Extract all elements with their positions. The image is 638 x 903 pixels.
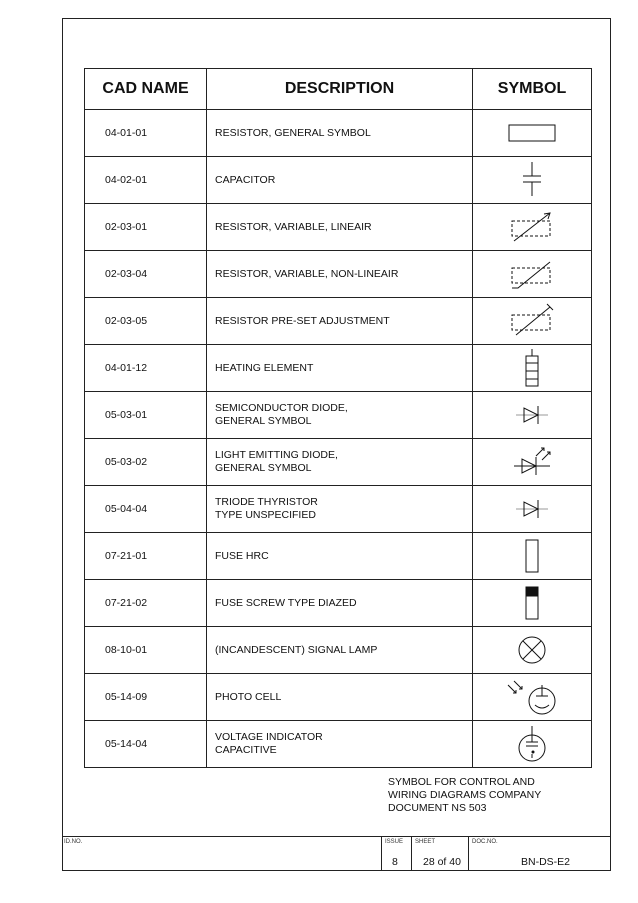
document-note — [388, 776, 541, 815]
table-row — [85, 627, 592, 674]
table-row — [85, 533, 592, 580]
voltage-indicator-symbol-icon — [502, 724, 562, 764]
cad-name-cell: 07-21-02 — [85, 580, 207, 627]
issue-label: ISSUE — [385, 839, 404, 845]
cad-name-cell: 05-03-01 — [85, 392, 207, 439]
description-line: FUSE SCREW TYPE DIAZED — [215, 596, 357, 609]
description-cell — [207, 157, 473, 204]
photo-cell-symbol-icon — [502, 677, 562, 717]
table-row — [85, 721, 592, 768]
cad-name-cell: 05-14-09 — [85, 674, 207, 721]
title-block-divider — [468, 836, 469, 871]
title-block-divider — [62, 836, 611, 837]
table-row — [85, 298, 592, 345]
cad-name-cell: 04-02-01 — [85, 157, 207, 204]
header-symbol: SYMBOL — [473, 69, 592, 110]
resistor-variable-linear-symbol-icon — [502, 207, 562, 247]
table-row — [85, 345, 592, 392]
description-line: TYPE UNSPECIFIED — [215, 509, 316, 521]
description-cell — [207, 110, 473, 157]
thyristor-symbol-icon — [502, 489, 562, 529]
symbol-cell — [473, 627, 592, 674]
symbol-cell — [473, 345, 592, 392]
doc-no-value: BN-DS-E2 — [521, 856, 571, 868]
capacitor-symbol-icon — [502, 160, 562, 200]
title-block-divider — [381, 836, 382, 871]
table-row — [85, 204, 592, 251]
table-row — [85, 392, 592, 439]
table-row — [85, 439, 592, 486]
cad-name-cell: 05-04-04 — [85, 486, 207, 533]
sheet-label: SHEET — [415, 839, 436, 845]
fuse-hrc-symbol-icon — [502, 536, 562, 576]
table-row — [85, 580, 592, 627]
symbol-cell — [473, 533, 592, 580]
resistor-variable-nonlinear-symbol-icon — [502, 254, 562, 294]
cad-name-cell: 04-01-12 — [85, 345, 207, 392]
description-line: CAPACITOR — [215, 173, 276, 186]
cad-name-cell: 08-10-01 — [85, 627, 207, 674]
table-header-row — [85, 69, 592, 110]
title-block-divider — [411, 836, 412, 871]
description-line: TRIODE THYRISTOR — [215, 496, 318, 508]
description-line: CAPACITIVE — [215, 744, 277, 756]
symbol-cell — [473, 157, 592, 204]
symbol-cell — [473, 251, 592, 298]
note-line: SYMBOL FOR CONTROL AND — [388, 776, 535, 788]
id-no-label: ID.NO. — [64, 839, 83, 845]
table-row — [85, 251, 592, 298]
fuse-diazed-symbol-icon — [502, 583, 562, 623]
symbol-cell — [473, 298, 592, 345]
description-line: PHOTO CELL — [215, 690, 282, 703]
description-cell — [207, 204, 473, 251]
resistor-general-symbol-icon — [502, 113, 562, 153]
table-row — [85, 157, 592, 204]
description-cell — [207, 251, 473, 298]
description-line: LIGHT EMITTING DIODE, — [215, 449, 338, 461]
description-cell — [207, 533, 473, 580]
description-line: SEMICONDUCTOR DIODE, — [215, 402, 348, 414]
led-symbol-icon — [502, 442, 562, 482]
symbol-cell — [473, 204, 592, 251]
note-line: DOCUMENT NS 503 — [388, 802, 487, 814]
description-cell — [207, 580, 473, 627]
doc-no-label: DOC.NO. — [472, 839, 498, 845]
diode-symbol-icon — [502, 395, 562, 435]
symbol-table — [84, 68, 592, 768]
description-cell — [207, 439, 473, 486]
header-cad-name: CAD NAME — [85, 69, 207, 110]
symbol-cell — [473, 721, 592, 768]
description-line: VOLTAGE INDICATOR — [215, 731, 323, 743]
description-cell — [207, 486, 473, 533]
symbol-cell — [473, 580, 592, 627]
header-description: DESCRIPTION — [207, 69, 473, 110]
cad-name-cell: 07-21-01 — [85, 533, 207, 580]
description-line: RESISTOR, VARIABLE, NON-LINEAIR — [215, 267, 399, 280]
sheet-value: 28 of 40 — [423, 856, 461, 868]
description-line: HEATING ELEMENT — [215, 361, 314, 374]
cad-name-cell: 05-14-04 — [85, 721, 207, 768]
description-cell — [207, 721, 473, 768]
symbol-cell — [473, 439, 592, 486]
description-line: GENERAL SYMBOL — [215, 415, 312, 427]
cad-name-cell: 02-03-04 — [85, 251, 207, 298]
cad-name-cell: 05-03-02 — [85, 439, 207, 486]
symbol-cell — [473, 392, 592, 439]
resistor-preset-symbol-icon — [502, 301, 562, 341]
note-line: WIRING DIAGRAMS COMPANY — [388, 789, 542, 801]
heating-element-symbol-icon — [502, 348, 562, 388]
description-cell — [207, 298, 473, 345]
description-cell — [207, 392, 473, 439]
symbol-cell — [473, 674, 592, 721]
description-line: GENERAL SYMBOL — [215, 462, 312, 474]
cad-name-cell: 02-03-01 — [85, 204, 207, 251]
description-line: FUSE HRC — [215, 549, 269, 562]
description-line: RESISTOR, VARIABLE, LINEAIR — [215, 220, 372, 233]
description-line: (INCANDESCENT) SIGNAL LAMP — [215, 643, 378, 656]
table-row — [85, 486, 592, 533]
cad-name-cell: 02-03-05 — [85, 298, 207, 345]
issue-value: 8 — [392, 856, 398, 868]
description-line: RESISTOR, GENERAL SYMBOL — [215, 126, 371, 139]
description-cell — [207, 674, 473, 721]
table-row — [85, 674, 592, 721]
signal-lamp-symbol-icon — [502, 630, 562, 670]
symbol-cell — [473, 486, 592, 533]
table-row — [85, 110, 592, 157]
description-cell — [207, 345, 473, 392]
description-line: RESISTOR PRE-SET ADJUSTMENT — [215, 314, 390, 327]
cad-name-cell: 04-01-01 — [85, 110, 207, 157]
description-cell — [207, 627, 473, 674]
symbol-cell — [473, 110, 592, 157]
